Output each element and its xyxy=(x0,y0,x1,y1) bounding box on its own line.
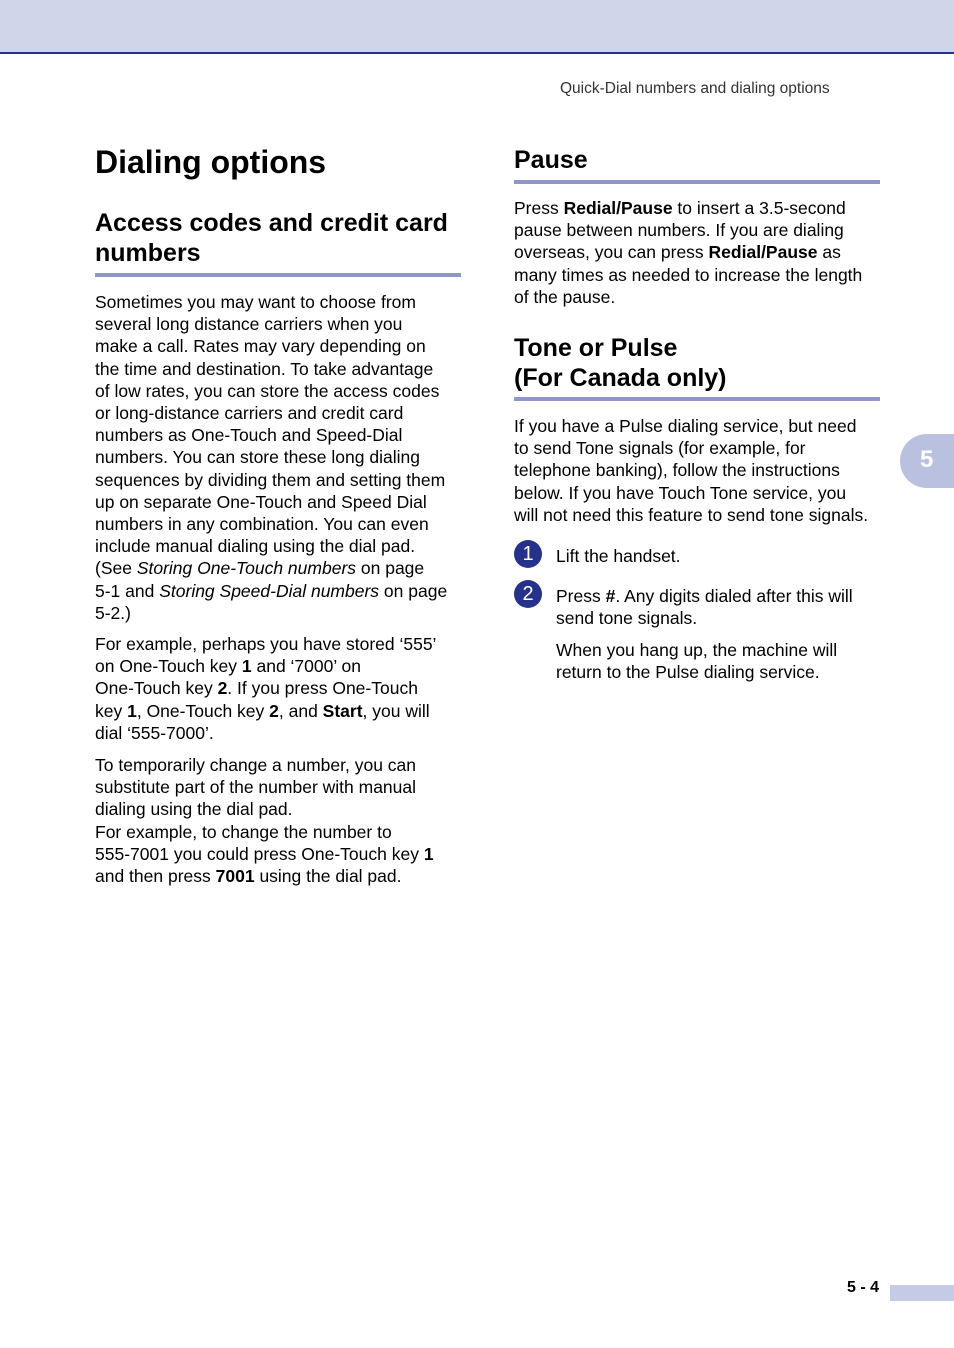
cross-reference-link[interactable]: Storing Speed-Dial numbers xyxy=(159,580,380,601)
top-band xyxy=(0,0,954,54)
tone-pulse-heading: Tone or Pulse (For Canada only) xyxy=(514,334,727,392)
pause-paragraph: Press Redial/Pause to insert a 3.5-second pause between numbers. If you are dialing overseas, you can press Redial/Pause as many times as needed to increase the length of the pause. xyxy=(514,198,863,307)
footer-bar xyxy=(890,1285,954,1301)
running-head: Quick-Dial numbers and dialing options xyxy=(560,80,830,97)
cross-reference-link[interactable]: Storing One-Touch numbers xyxy=(136,558,357,579)
tone-pulse-paragraph: If you have a Pulse dialing service, but need to send Tone signals (for example, for telephone banking), follow the instructions below. If you have Touch Tone service, you will not need this feature to send tone signals. xyxy=(514,416,869,525)
chapter-tab[interactable]: 5 xyxy=(900,434,954,488)
pause-heading: Pause xyxy=(514,146,588,174)
step-text: Lift the handset. xyxy=(556,546,681,566)
page-title: Dialing options xyxy=(95,144,327,180)
step-number-badge: 2 xyxy=(514,580,542,608)
step-note: When you hang up, the machine will return to the Pulse dialing service. xyxy=(556,640,838,683)
section-rule xyxy=(514,180,880,184)
temporary-change-paragraph: To temporarily change a number, you can substitute part of the number with manual dialing using the dial pad. For example, to change the number to 555-7001 you could press One-Touch key 1 and then press 7001 using the dial pad. xyxy=(95,755,434,887)
access-codes-heading: Access codes and credit card numbers xyxy=(95,209,448,267)
section-rule xyxy=(514,397,880,401)
section-rule xyxy=(95,273,461,277)
example-paragraph: For example, perhaps you have stored ‘555’ on One-Touch key 1 and ‘7000’ on One-Touch key 2. If you press One-Touch key 1, One-Touch key 2, and Start, you will dial ‘555-7000’. xyxy=(95,634,437,743)
access-codes-paragraph: Sometimes you may want to choose from several long distance carriers when you make a call. Rates may vary depending on the time and destination. To take advantage of low rates, you can store the access codes or long-distance carriers and credit card numbers as One-Touch and Speed-Dial numbers. You can store these long dialing sequences by dividing them and setting them up on separate One-Touch and Speed Dial numbers in any combination. You can even include manual dialing using the dial pad. (See Storing One-Touch numbers on page 5-1 and Storing Speed-Dial numbers on page 5-2.) xyxy=(95,292,448,623)
step-number-badge: 1 xyxy=(514,540,542,568)
step-text: Press #. Any digits dialed after this will send tone signals. xyxy=(556,586,853,629)
page-number: 5 - 4 xyxy=(847,1279,880,1296)
